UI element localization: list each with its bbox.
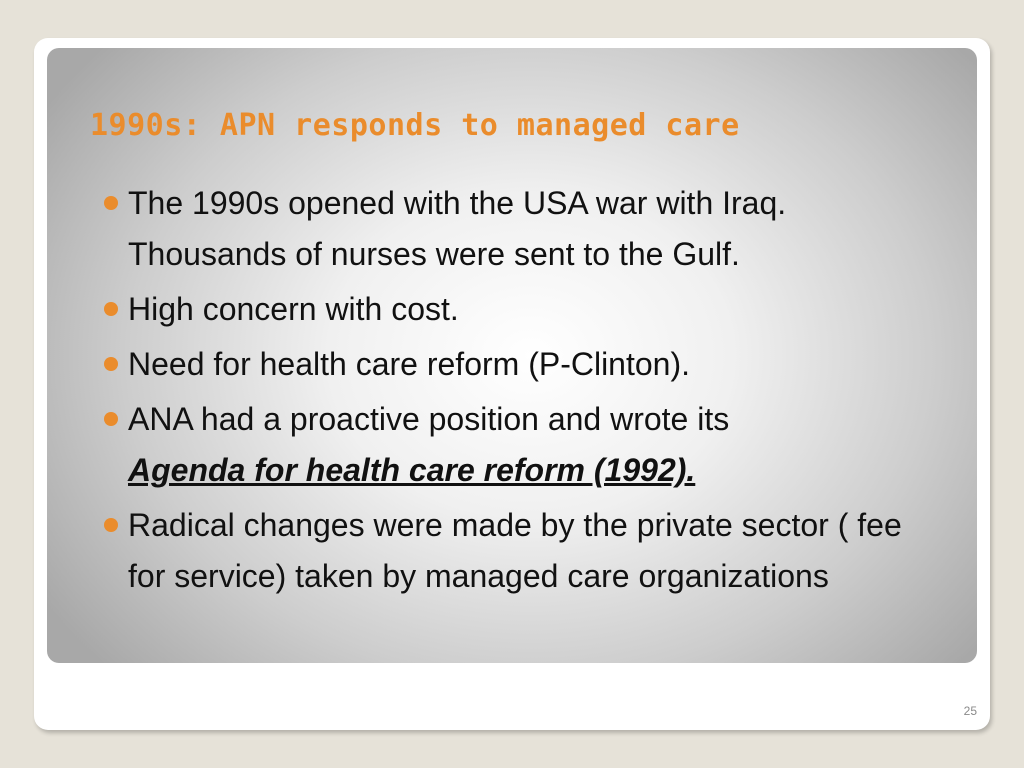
bullet-text: The 1990s opened with the USA war with Iraq. Thousands of nurses were sent to the Gulf. xyxy=(128,185,787,272)
bullet-text: ANA had a proactive position and wrote its xyxy=(128,401,730,437)
bullet-item xyxy=(104,500,904,602)
bullet-item xyxy=(104,394,904,496)
bullet-text: Need for health care reform (P-Clinton). xyxy=(128,346,690,382)
bullet-item xyxy=(104,178,904,280)
bullet-icon xyxy=(104,196,118,210)
bullet-icon xyxy=(104,302,118,316)
page-number: 25 xyxy=(963,704,977,718)
bullet-icon xyxy=(104,412,118,426)
bullet-icon xyxy=(104,518,118,532)
bullet-text: High concern with cost. xyxy=(128,291,459,327)
slide-title: 1990s: APN responds to managed care xyxy=(90,108,740,143)
bullet-icon xyxy=(104,357,118,371)
bullet-text: Radical changes were made by the private sector ( fee for service) taken by managed care organizations xyxy=(128,507,902,594)
agenda-emphasis-text: Agenda for health care reform (1992). xyxy=(128,452,696,488)
bullet-item xyxy=(104,339,904,390)
bullet-item xyxy=(104,284,904,335)
bullet-list xyxy=(104,178,904,606)
